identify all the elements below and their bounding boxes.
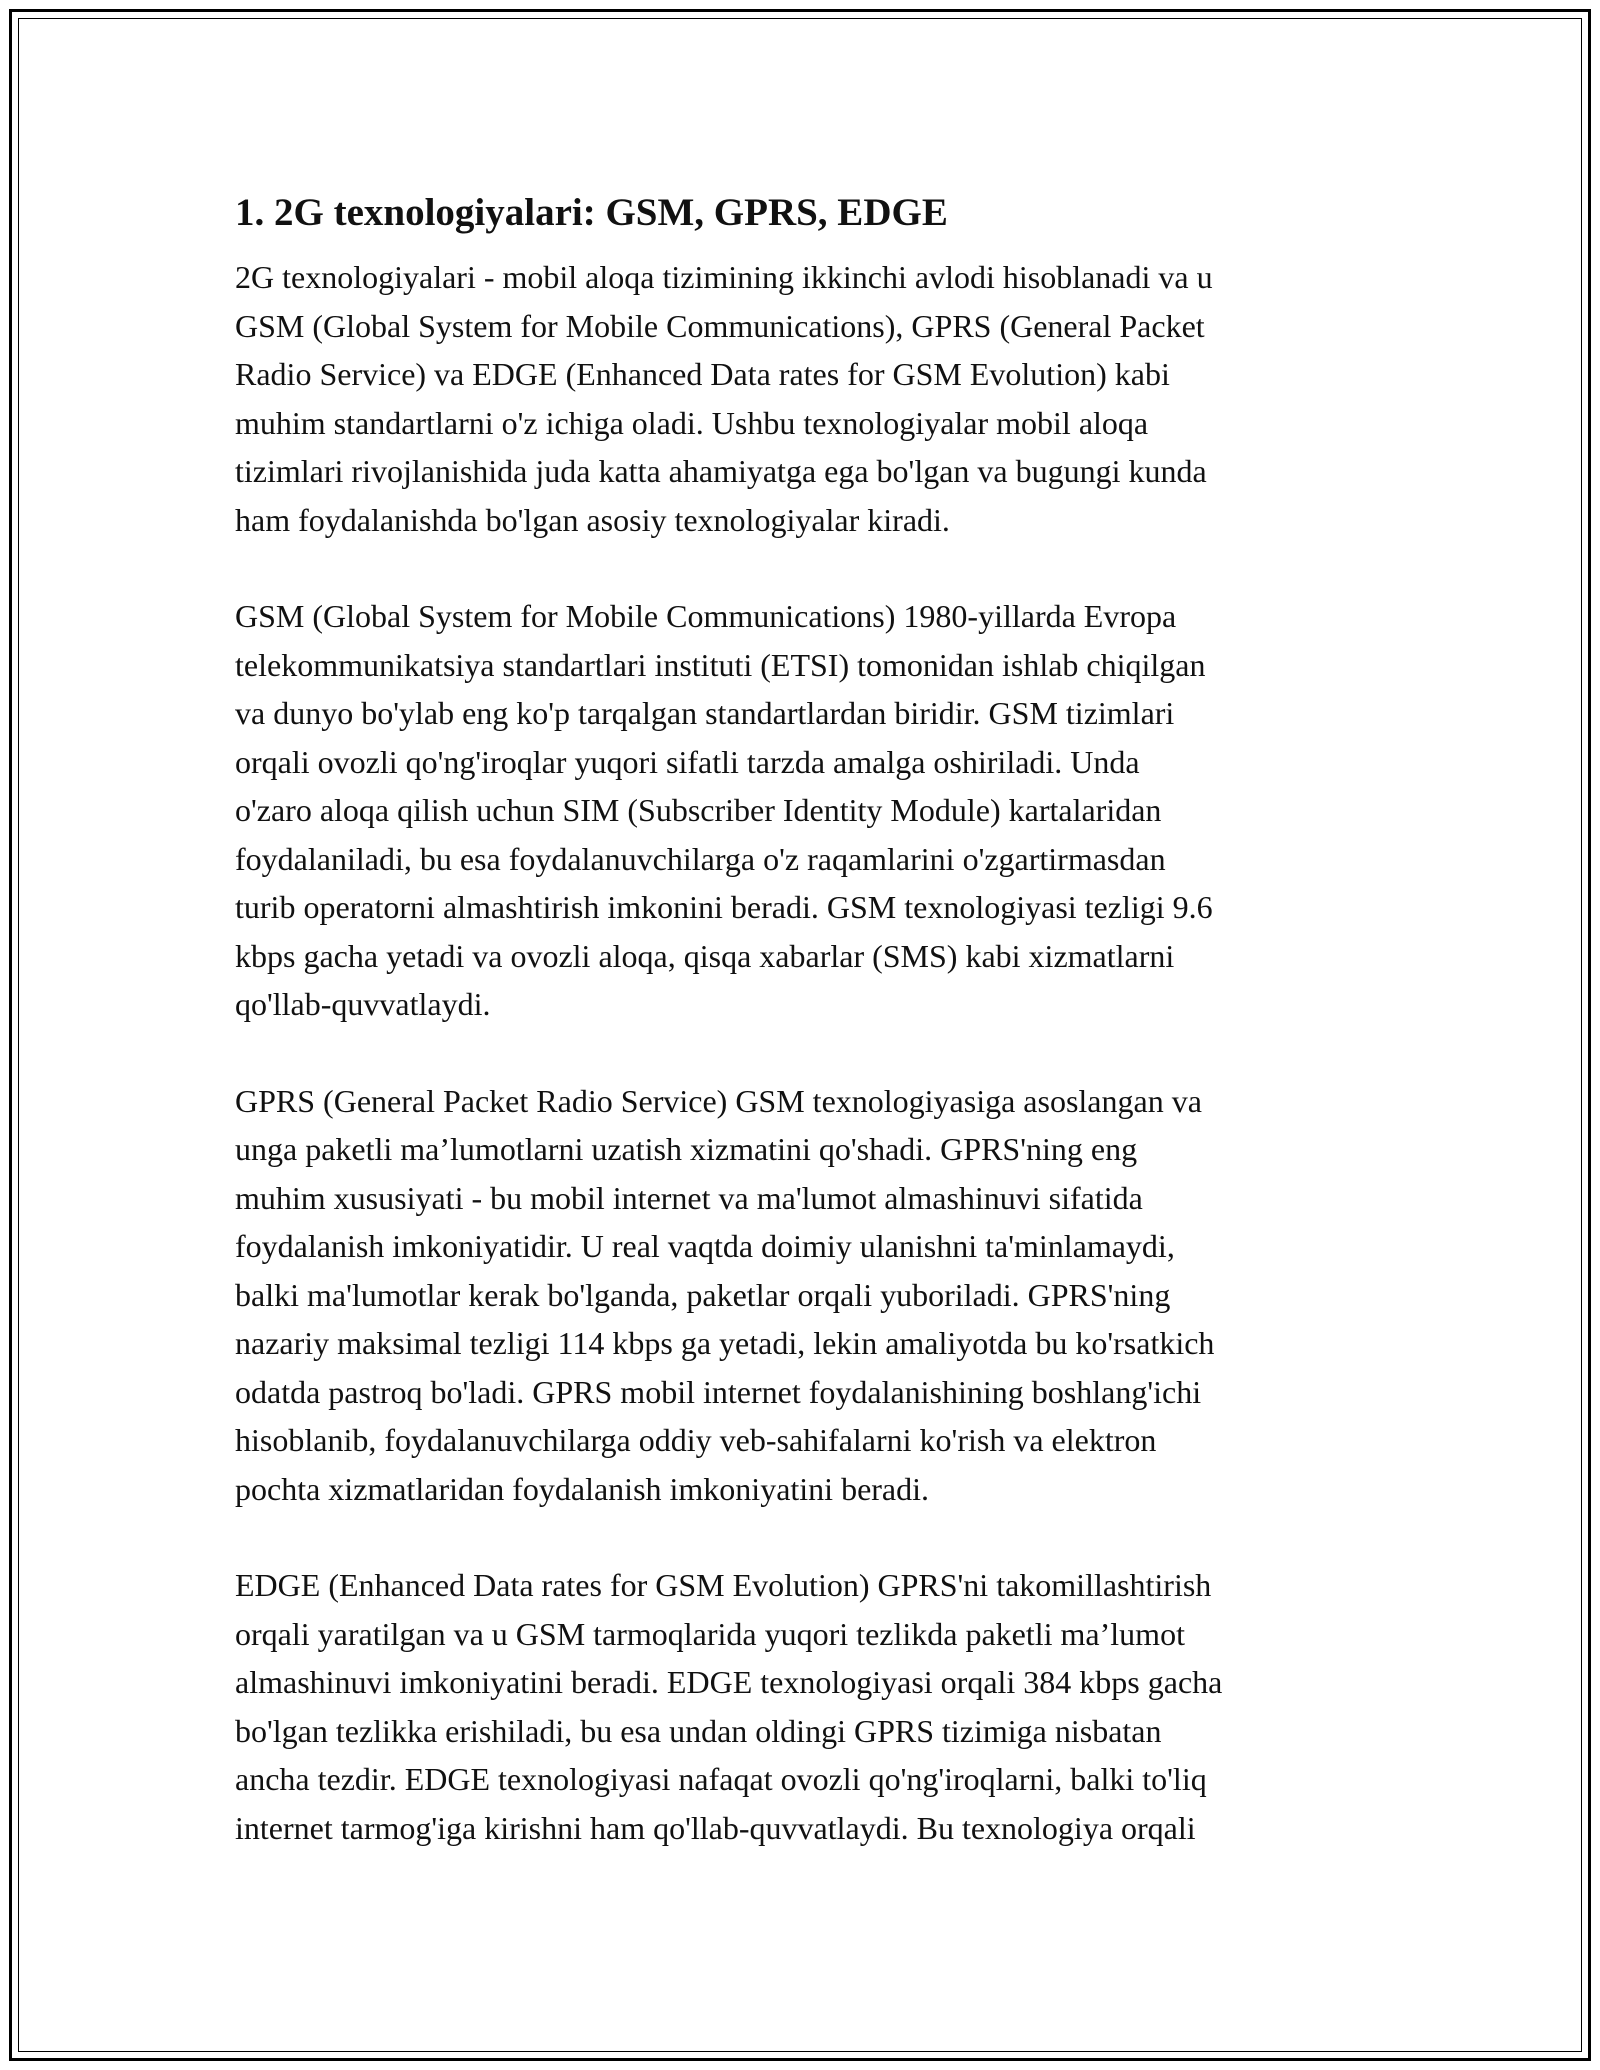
text-line: kbps gacha yetadi va ovozli aloqa, qisqa xabarlar (SMS) kabi xizmatlarni	[235, 937, 1175, 974]
paragraph-2g-intro	[235, 253, 1375, 544]
text-line: odatda pastroq bo'ladi. GPRS mobil internet foydalanishining boshlang'ichi	[235, 1373, 1202, 1410]
text-line: o'zaro aloqa qilish uchun SIM (Subscriber Identity Module) kartalaridan	[235, 792, 1162, 828]
text-line: GSM (Global System for Mobile Communications), GPRS (General Packet	[235, 307, 1205, 344]
text-line: internet tarmog'iga kirishni ham qo'llab-quvvatlaydi. Bu texnologiya orqali	[235, 1809, 1196, 1846]
paragraph-gsm	[235, 592, 1375, 1029]
text-line: muhim xususiyati - bu mobil internet va ma'lumot almashinuvi sifatida	[235, 1179, 1143, 1216]
text-line: qo'llab-quvvatlaydi.	[235, 986, 491, 1022]
text-line: orqali ovozli qo'ng'iroqlar yuqori sifatli tarzda amalga oshiriladi. Unda	[235, 743, 1140, 780]
text-line: hisoblanib, foydalanuvchilarga oddiy veb-sahifalarni ko'rish va elektron	[235, 1422, 1157, 1458]
text-line: ancha tezdir. EDGE texnologiyasi nafaqat ovozli qo'ng'iroqlarni, balki to'liq	[235, 1761, 1207, 1797]
text-line: almashinuvi imkoniyatini beradi. EDGE texnologiyasi orqali 384 kbps gacha	[235, 1664, 1223, 1700]
text-line: orqali yaratilgan va u GSM tarmoqlarida yuqori tezlikda paketli ma’lumot	[235, 1615, 1185, 1652]
paragraph-gprs	[235, 1077, 1375, 1514]
section-heading: 1. 2G texnologiyalari: GSM, GPRS, EDGE	[235, 191, 948, 234]
document-body	[235, 185, 1375, 1900]
text-line: tizimlari rivojlanishida juda katta ahamiyatga ega bo'lgan va bugungi kunda	[235, 453, 1207, 489]
text-line: unga paketli ma’lumotlarni uzatish xizmatini qo'shadi. GPRS'ning eng	[235, 1131, 1138, 1167]
text-line: balki ma'lumotlar kerak bo'lganda, paketlar orqali yuboriladi. GPRS'ning	[235, 1276, 1171, 1313]
text-line: pochta xizmatlaridan foydalanish imkoniyatini beradi.	[235, 1470, 930, 1507]
text-line: Radio Service) va EDGE (Enhanced Data rates for GSM Evolution) kabi	[235, 356, 1170, 392]
text-line: GSM (Global System for Mobile Communications) 1980-yillarda Evropa	[235, 598, 1177, 634]
text-line: GPRS (General Packet Radio Service) GSM texnologiyasiga asoslangan va	[235, 1082, 1202, 1119]
text-line: turib operatorni almashtirish imkonini beradi. GSM texnologiyasi tezligi 9.6	[235, 889, 1213, 925]
text-line: 2G texnologiyalari - mobil aloqa tizimining ikkinchi avlodi hisoblanadi va u	[235, 259, 1213, 295]
text-line: muhim standartlarni o'z ichiga oladi. Ushbu texnologiyalar mobil aloqa	[235, 404, 1149, 441]
text-line: telekommunikatsiya standartlari instituti (ETSI) tomonidan ishlab chiqilgan	[235, 646, 1206, 683]
text-line: va dunyo bo'ylab eng ko'p tarqalgan standartlardan biridir. GSM tizimlari	[235, 695, 1175, 731]
text-line: ham foydalanishda bo'lgan asosiy texnologiyalar kiradi.	[235, 501, 950, 538]
paragraph-edge	[235, 1561, 1375, 1852]
text-line: EDGE (Enhanced Data rates for GSM Evolution) GPRS'ni takomillashtirish	[235, 1567, 1212, 1603]
text-line: foydalaniladi, bu esa foydalanuvchilarga o'z raqamlarini o'zgartirmasdan	[235, 840, 1166, 877]
text-line: nazariy maksimal tezligi 114 kbps ga yetadi, lekin amaliyotda bu ko'rsatkich	[235, 1325, 1215, 1361]
text-line: bo'lgan tezlikka erishiladi, bu esa undan oldingi GPRS tizimiga nisbatan	[235, 1712, 1162, 1749]
text-line: foydalanish imkoniyatidir. U real vaqtda doimiy ulanishni ta'minlamaydi,	[235, 1228, 1175, 1264]
